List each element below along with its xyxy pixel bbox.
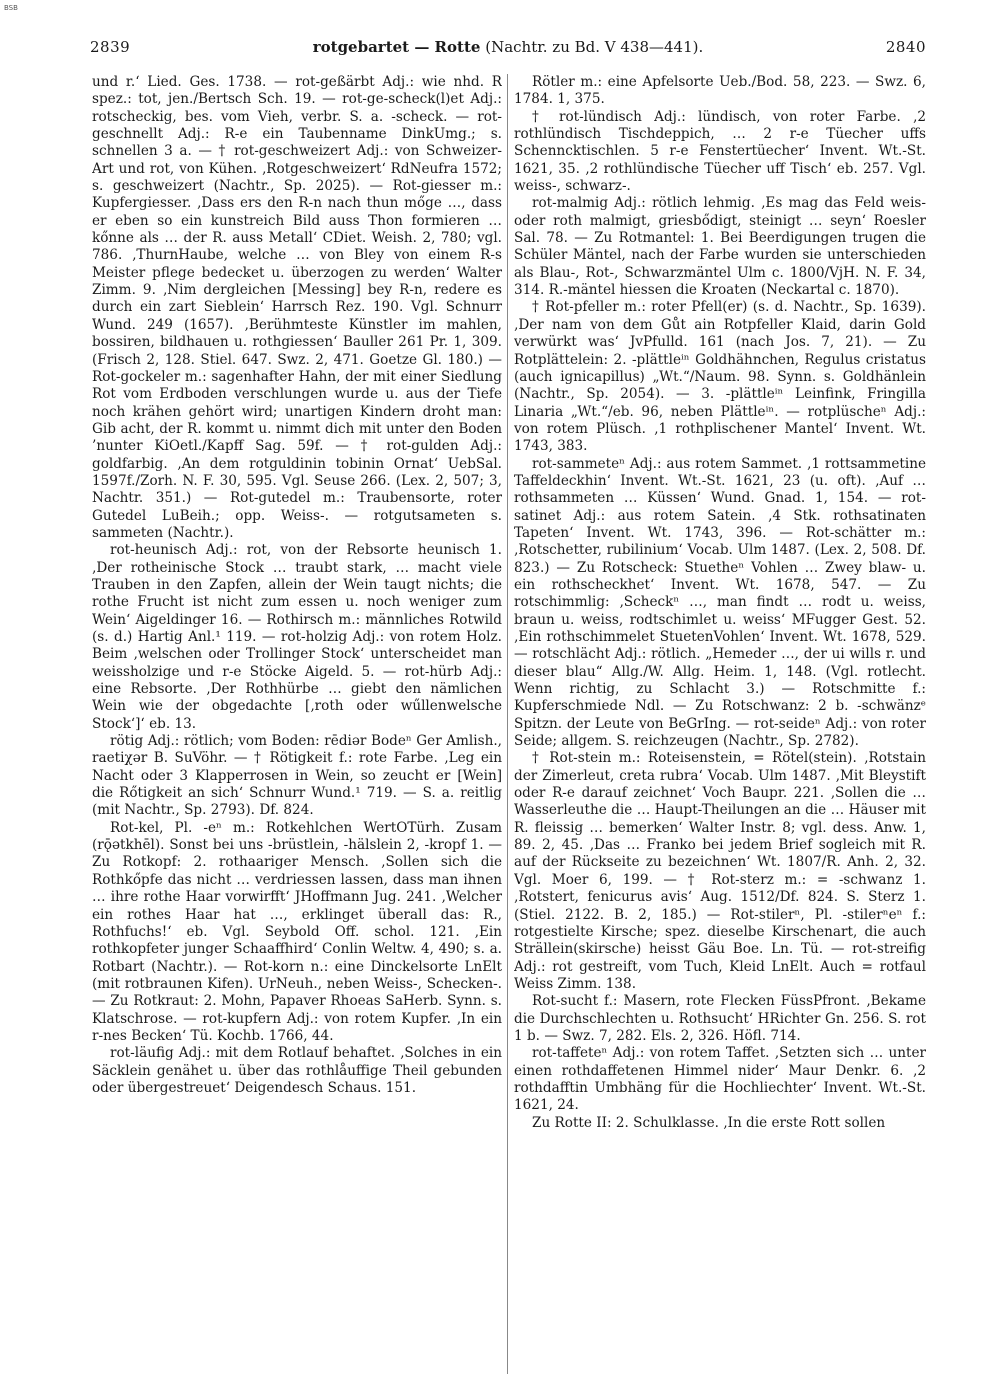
column-divider [507, 74, 508, 1374]
page-number-left: 2839 [90, 38, 131, 56]
running-title [90, 38, 926, 56]
library-stamp: BSB [4, 4, 18, 12]
page-number-right: 2840 [885, 38, 926, 56]
entry-paragraph: † rot-lündisch Adj.: lündisch, von roter Farbe. ‚2 rothlündisch Tischdeppich, … 2 r-e Tüecher uffs Schenncktischlen. 5 r-e Fenstertüecher‘ Invent. Wt.-St. 1621, 35. ‚2 rothlündische Tüecher uff Tisch‘ eb. 257. Vgl. weiss-, schwarz-. [514, 108, 926, 195]
entry-paragraph: rot-sammeteⁿ Adj.: aus rotem Sammet. ‚1 rottsammetine Taffeldeckhin‘ Invent. Wt.-St. 1621, 23 (u. oft). ‚Auf … rothsammeten … Küssen‘ Wund. Gnad. 1, 154. — rot-satinet Adj.: aus rotem Satein. ‚4 Stk. rothsatinaten Tapeten‘ Invent. Wt. 1743, 396. — Rot-schätter m.: ‚Rotschetter, rubilinium‘ Vocab. Ulm 1487. (Lex. 2, 508. Df. 823.) — Zu Rotscheck: Stuetheⁿ Vohlen … Zwey blaw- u. ein rothscheckhet‘ Invent. Wt. 1678, 547. — Zu rotschimmlig: ‚Scheckⁿ …, man findt … rodt u. weiss, braun u. weiss, rodtschimlet u. weiss‘ MFugger Gest. 52. ‚Ein rothschimmelet StuetenVohlen‘ Invent. Wt. 1678, 529. — rotschlächt Adj.: rötlich. „Hemeder …, der ui wills r. und dieser blau“ Allg./W. Allg. Heim. 1, 148. (Vgl. rotlecht. Wenn richtig, zu Schlacht 3.) — Rotschmitte f.: Kupferschmiede Ndl. — Zu Rotschwanz: 2 b. -schwänzᵉ Spitzn. der Leute von BeGrIng. — rot-seideⁿ Adj.: von roter Seide; allgem. S. reichzeugen (Nachtr., Sp. 2782). [514, 455, 926, 750]
entry-paragraph: Rötler m.: eine Apfelsorte Ueb./Bod. 58, 223. — Swz. 6, 1784. 1, 375. [514, 74, 926, 108]
entry-paragraph: Rot-kel, Pl. -eⁿ m.: Rotkehlchen WertOTürh. Zusam (rǭətkhēl). Sonst bei uns -brüstlein, -hälslein 2, -kropf 1. — Zu Rotkopf: 2. rothaariger Mensch. ‚Sollen sich die Rothkőpfe das nicht … verdriessen lassen, dass man ihnen … ihre rothe Haar vorwirfft‘ JHoffmann Jug. 241. ‚Welcher ein rothes Haar hat …, erklinget überall das: R., Rothfuchs!‘ eb. Vgl. Seybold Off. schol. 121. ‚Ein rothkopfeter junger Schaaffhird‘ Conlin Weltw. 4, 490; s. a. Rotbart (Nachtr.). — Rot-korn n.: eine Dinckelsorte LnElt (mit rotbraunen Kifen). UrNeuh., neben Weiss-, Schecken-. — Zu Rotkraut: 2. Mohn, Papaver Rhoeas SaHerb. Synn. s. Klatschrose. — rot-kupfern Adj.: von rotem Kupfer. ‚In ein r-nes Becken‘ Tü. Kochb. 1766, 44. [92, 819, 502, 1044]
entry-paragraph: rot-taffeteⁿ Adj.: von rotem Taffet. ‚Setzten sich … unter einen rothdaffetenen Himmel nider‘ Maur Denkr. 6. ‚2 rothdafftin Umbhäng für die Hochliechter‘ Invent. Wt.-St. 1621, 24. [514, 1045, 926, 1114]
entry-paragraph: und r.‘ Lied. Ges. 1738. — rot-geßärbt Adj.: wie nhd. R spez.: tot, jen./Bertsch Sch. 19. — rot-ge-scheck(l)et Adj.: rotscheckig, bes. vom Vieh, verbr. S. a. -scheck. — rot-geschnellt Adj.: R-e ein Taubenname DinkUmg.; s. schnellen 3 a. — † rot-geschweizert Adj.: von Schweizer-Art und rot, von Kühen. ‚Rotgeschweizert‘ RdNeufra 1572; s. geschweizert (Nachtr., Sp. 2025). — Rot-giesser m.: Kupfergiesser. ‚Dass ers den R-n nach thun mőge …, dass er eben so ein kunstreich Bild auss Thon formieren … kőnne als … der R. auss Metall‘ CDiet. Weish. 2, 780; vgl. 786. ‚ThurnHaube, welche … von Bley von einem R-s Meister pflege bedecket u. überzogen zu werden‘ Walter Zimm. 9. ‚Nim dergleichen [Messing] bey R-n, redere es durch ein zart Sieblein‘ Harrsch Rez. 190. Vgl. Schnurr Wund. 249 (1657). ‚Berühmteste Künstler im mahlen, bossiren, bildhauen u. rothgiessen‘ Bauller 261 Pr. 1, 309. (Frisch 2, 128. Stiel. 647. Swz. 2, 471. Goetze Gl. 180.) — Rot-gockeler m.: sagenhafter Hahn, der mit einer Siedlung Rot vom Erdboden verschlungen wurde u. aus der Tiefe noch krähen gehört wird; unartigen Kindern droht man: Gib acht, der R. kommt u. nimmt dich mit unter den Boden ’nunter KiOetl./Kapff Sag. 59f. — † rot-gulden Adj.: goldfarbig. ‚An dem rotguldinin tobinin Ornat‘ UebSal. 1597f./Zorh. N. F. 30, 595. Vgl. Seuse 266. (Lex. 2, 507; 3, Nachtr. 351.) — Rot-gutedel m.: Traubensorte, roter Gutedel LuBeih.; opp. Weiss-. — rotgutsameten s. sammeten (Nachtr.). [92, 74, 502, 541]
entry-paragraph: rot-heunisch Adj.: rot, von der Rebsorte heunisch 1. ‚Der rotheinische Stock … traubt stark, … macht viele Trauben in den Zapfen, allein der Wein taugt nichts; die rothe Frucht ist nicht zum essen u. noch weniger zum Wein‘ Aigeldinger 16. — Rothirsch m.: männliches Rotwild (s. d.) Hartig Anl.¹ 119. — rot-holzig Adj.: von rotem Holz. Beim ‚welschen oder Trollinger Stock‘ unterscheidet man weissholzige und r-e Stöcke Aigeld. 5. — rot-hürb Adj.: eine Rebsorte. ‚Der Rothhürbe … giebt den nämlichen Wein wie der obgedachte [‚roth oder wűllenwelsche Stock‘]‘ eb. 13. [92, 542, 502, 732]
headword-range: rotgebartet — Rotte [312, 38, 481, 56]
entry-paragraph: Rot-sucht f.: Masern, rote Flecken FüssPfront. ‚Bekame die Durchschlechten u. Rothsucht‘ HRichter Gn. 256. S. rot 1 b. — Swz. 7, 282. Els. 2, 326. Höfl. 714. [514, 993, 926, 1044]
entry-paragraph: rot-läufig Adj.: mit dem Rotlauf behaftet. ‚Solches in ein Säcklein genähet u. über das rothlåuffige Theil gebunden oder übergestreuet‘ Deigendesch Schaus. 151. [92, 1045, 502, 1096]
volume-reference: (Nachtr. zu Bd. V 438—441). [485, 38, 704, 56]
entry-paragraph: rötig Adj.: rötlich; vom Boden: rēdiər Bodeⁿ Ger Amlish., raetiχər B. SuVöhr. — † Rötigkeit f.: rote Farbe. ‚Leg ein Nacht oder 3 Klapperrosen in Wein, so zeucht er [Wein] die Rőtigkeit an sich‘ Schnurr Wund.¹ 719. — S. a. reitlig (mit Nachtr., Sp. 2793). Df. 824. [92, 733, 502, 819]
page-header [90, 38, 926, 60]
entry-paragraph: † Rot-pfeller m.: roter Pfell(er) (s. d. Nachtr., Sp. 1639). ‚Der nam von dem Gůt ain Rotpfeller Klaid, darin Gold verwürkt was‘ JvPfulld. 161 (nach Jos. 7, 21). — Zu Rotplättelein: 2. -plättleⁱⁿ Goldhähnchen, Regulus cristatus (auch ignicapillus) „Wt.“/Naum. 98. Synn. s. Goldhänlein (Nachtr., Sp. 2054). — 3. -plättleⁱⁿ Leinfink, Fringilla Linaria „Wt.“/eb. 96, neben Plättleⁱⁿ. — rotplüscheⁿ Adj.: von rotem Plüsch. ‚1 rothplischener Mantel‘ Invent. Wt. 1743, 383. [514, 299, 926, 455]
entry-paragraph: † Rot-stein m.: Roteisenstein, = Rötel(stein). ‚Rotstain der Zimerleut, creta rubra‘ Vocab. Ulm 1487. ‚Mit Bleystift oder R-e darauf zeichnet‘ Voch Baupr. 221. ‚Sollen die … Wasserleuthe die … Haupt-Theilungen an die … Häuser mit R. fleissig … bemerken‘ Walter Instr. 8; vgl. dess. Anw. 1, 89. 2, 45. ‚Das … Franko bei jedem Brief sogleich mit R. auf der Rückseite zu bezeichnen‘ Wt. 1807/R. Anh. 2, 32. Vgl. Moer 6, 199. — † Rot-sterz m.: = -schwanz 1. ‚Rotstert, fenicurus avis‘ Aug. 1512/Df. 824. S. Sterz 1. (Stiel. 2122. B. 2, 185.) — Rot-stilerⁿ, Pl. -stilerⁿeⁿ f.: rotgestielte Kirsche; spez. dieselbe Kirschenart, die auch Strällein(skirsche) heisst Gäu Boe. Ln. Tü. — rot-streifig Adj.: rot gestreift, vom Tuch, Kleid LnElt. Auch = rotfaul Weiss Zimm. 138. [514, 750, 926, 992]
entry-paragraph: rot-malmig Adj.: rötlich lehmig. ‚Es mag das Feld weis- oder roth malmigt, griesbődigt, steinigt … seyn‘ Roesler Sal. 78. — Zu Rotmantel: 1. Bei Beerdigungen trugen die Schüler Mäntel, nach der Farbe wurden sie unterschieden als Blau-, Rot-, Schwarzmäntel Ulm c. 1800/VjH. N. F. 34, 314. R.-mäntel hiessen die Kroaten (Neckartal c. 1870). [514, 195, 926, 299]
right-column [514, 74, 926, 1384]
entry-paragraph: Zu Rotte II: 2. Schulklasse. ‚In die erste Rott sollen [532, 1114, 886, 1131]
left-column [92, 74, 502, 1384]
